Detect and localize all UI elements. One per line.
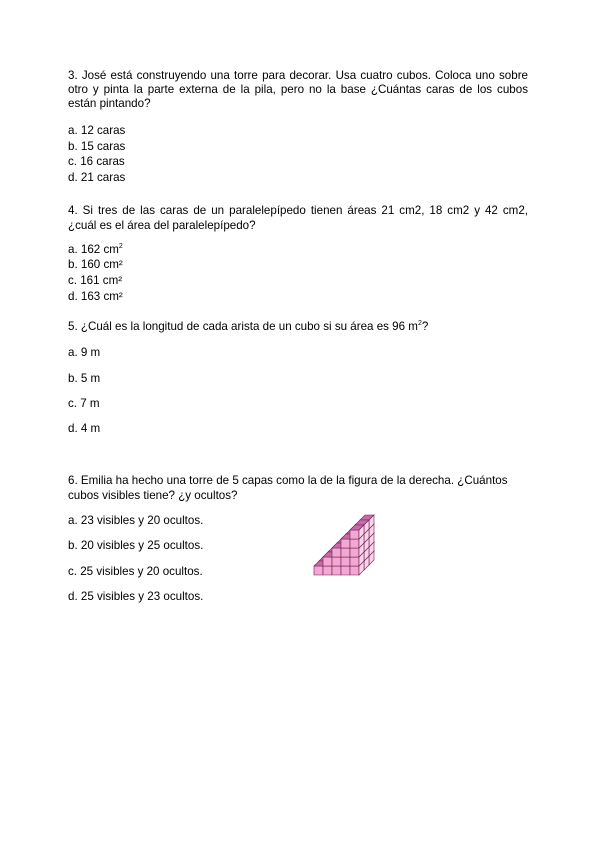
q6-option-a[interactable]: a. 23 visibles y 20 ocultos. — [68, 514, 204, 527]
q3-option-b[interactable]: b. 15 caras — [68, 140, 126, 153]
q6-option-c[interactable]: c. 25 visibles y 20 ocultos. — [68, 565, 203, 578]
q5-option-d[interactable]: d. 4 m — [68, 422, 101, 435]
cube-front-face — [350, 548, 359, 557]
cube-front-face — [350, 539, 359, 548]
q4-option-b[interactable]: b. 160 cm² — [68, 258, 123, 271]
cube-front-face — [323, 557, 332, 566]
q4-option-d[interactable]: d. 163 cm² — [68, 290, 123, 303]
cube-front-face — [350, 557, 359, 566]
cube-front-face — [341, 548, 350, 557]
cube-front-face — [314, 566, 323, 575]
q3-option-c[interactable]: c. 16 caras — [68, 155, 125, 168]
cube-front-face — [350, 530, 359, 539]
cube-front-face — [332, 548, 341, 557]
question-6-text: 6. Emilia ha hecho una torre de 5 capas como la de la figura de la derecha. ¿Cuántos cubos visibles tiene? ¿y ocultos? — [68, 474, 508, 502]
question-4-text: 4. Si tres de las caras de un paralelepípedo tienen áreas 21 cm2, 18 cm2 y 42 cm2, ¿cuál es el área del paralelepípedo? — [68, 204, 528, 232]
q5-option-a[interactable]: a. 9 m — [68, 346, 101, 359]
question-5-text: 5. ¿Cuál es la longitud de cada arista de un cubo si su área es 96 $m^2$? — [68, 320, 429, 333]
q5-option-b[interactable]: b. 5 m — [68, 372, 101, 385]
cube-front-face — [332, 557, 341, 566]
question-3-text: 3. José está construyendo una torre para decorar. Usa cuatro cubos. Coloca uno sobre otro y pinta la parte externa de la pila, pero no la base ¿Cuántas caras de los cubos están pintando? — [68, 69, 528, 110]
cube-front-face — [332, 566, 341, 575]
q5-option-c[interactable]: c. 7 m — [68, 397, 100, 410]
q3-option-d[interactable]: d. 21 caras — [68, 171, 126, 184]
q3-option-a[interactable]: a. 12 caras — [68, 124, 126, 137]
cube-front-face — [350, 566, 359, 575]
cube-front-face — [323, 566, 332, 575]
cube-front-face — [341, 557, 350, 566]
q4-option-c[interactable]: c. 161 cm² — [68, 274, 123, 287]
q6-option-b[interactable]: b. 20 visibles y 25 ocultos. — [68, 539, 204, 552]
cube-front-face — [341, 539, 350, 548]
cube-staircase-figure — [312, 502, 382, 578]
q6-option-d[interactable]: d. 25 visibles y 23 ocultos. — [68, 590, 204, 603]
cube-front-face — [341, 566, 350, 575]
q4-option-a[interactable]: a. 162 $cm^2$ — [68, 243, 123, 256]
